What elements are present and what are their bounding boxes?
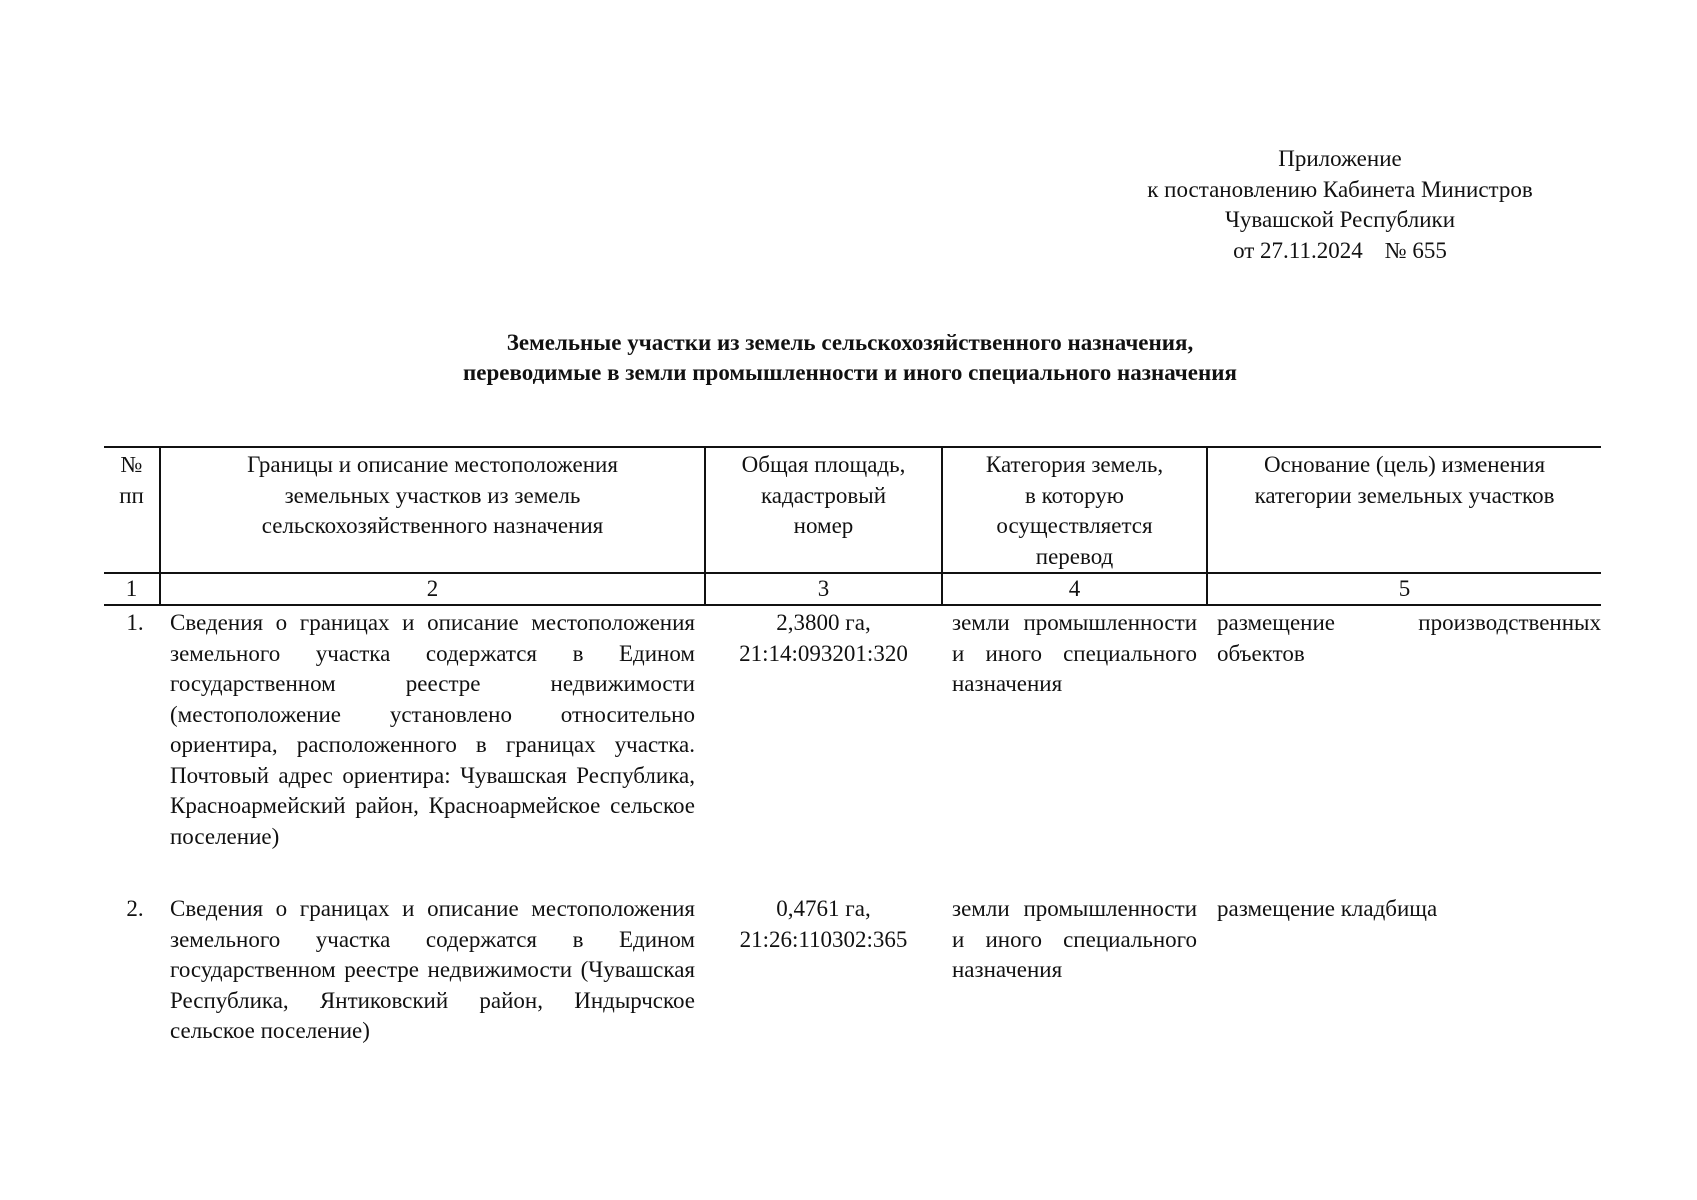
table-header-row [104,447,1601,573]
row-area: 2,3800 га, 21:14:093201:320 [739,610,908,666]
appendix-republic-line: Чувашской Республики [1224,207,1456,232]
header-area: Общая площадь, кадастровый номер [705,447,942,573]
row-category: земли промышленности и иного специального назначения [952,896,1197,982]
column-numbers-row [104,573,1601,605]
column-number: 3 [705,573,942,605]
land-plots-table [104,446,1601,1047]
row-category: земли промышленности и иного специального назначения [952,610,1197,696]
row-description: Сведения о границах и описание местоположения земельного участка содержатся в Едином государственном реестре недвижимости (Чувашская Республика, Янтиковский район, Индырчское сельское поселение) [170,896,695,1043]
appendix-date-line [1100,236,1580,267]
row-basis: размещение производственных объектов [1217,610,1601,666]
appendix-title: Приложение [1278,146,1402,171]
row-number: 2. [126,896,144,921]
document-title-line-2: переводимые в земли промышленности и иного специального назначения [463,360,1237,385]
column-number: 4 [942,573,1207,605]
appendix-block [1100,144,1580,266]
header-number: № пп [104,447,160,573]
table-row [104,892,1601,1047]
header-category: Категория земель, в которую осуществляется перевод [942,447,1207,573]
column-number: 1 [104,573,160,605]
row-description: Сведения о границах и описание местоположения земельного участка содержатся в Едином государственном реестре недвижимости (местоположение установлено относительно ориентира, расположенного в границах участка. Почтовый адрес ориентира: Чувашская Республика, Красноармейский район, Красноармейское сельское поселение) [170,610,695,849]
document-title-line-1: Земельные участки из земель сельскохозяйственного назначения, [506,330,1194,355]
decree-number: № 655 [1384,237,1447,263]
column-number: 5 [1207,573,1601,605]
document-title [300,328,1400,388]
column-number: 2 [160,573,705,605]
row-basis: размещение кладбища [1217,896,1438,921]
header-description: Границы и описание местоположения земельных участков из земель сельскохозяйственного назначения [160,447,705,573]
row-number: 1. [126,610,144,635]
header-basis: Основание (цель) изменения категории земельных участков [1207,447,1601,573]
table-row [104,605,1601,892]
row-area: 0,4761 га, 21:26:110302:365 [739,896,908,952]
appendix-decree-line: к постановлению Кабинета Министров [1147,176,1533,202]
decree-date: от 27.11.2024 [1233,237,1363,263]
